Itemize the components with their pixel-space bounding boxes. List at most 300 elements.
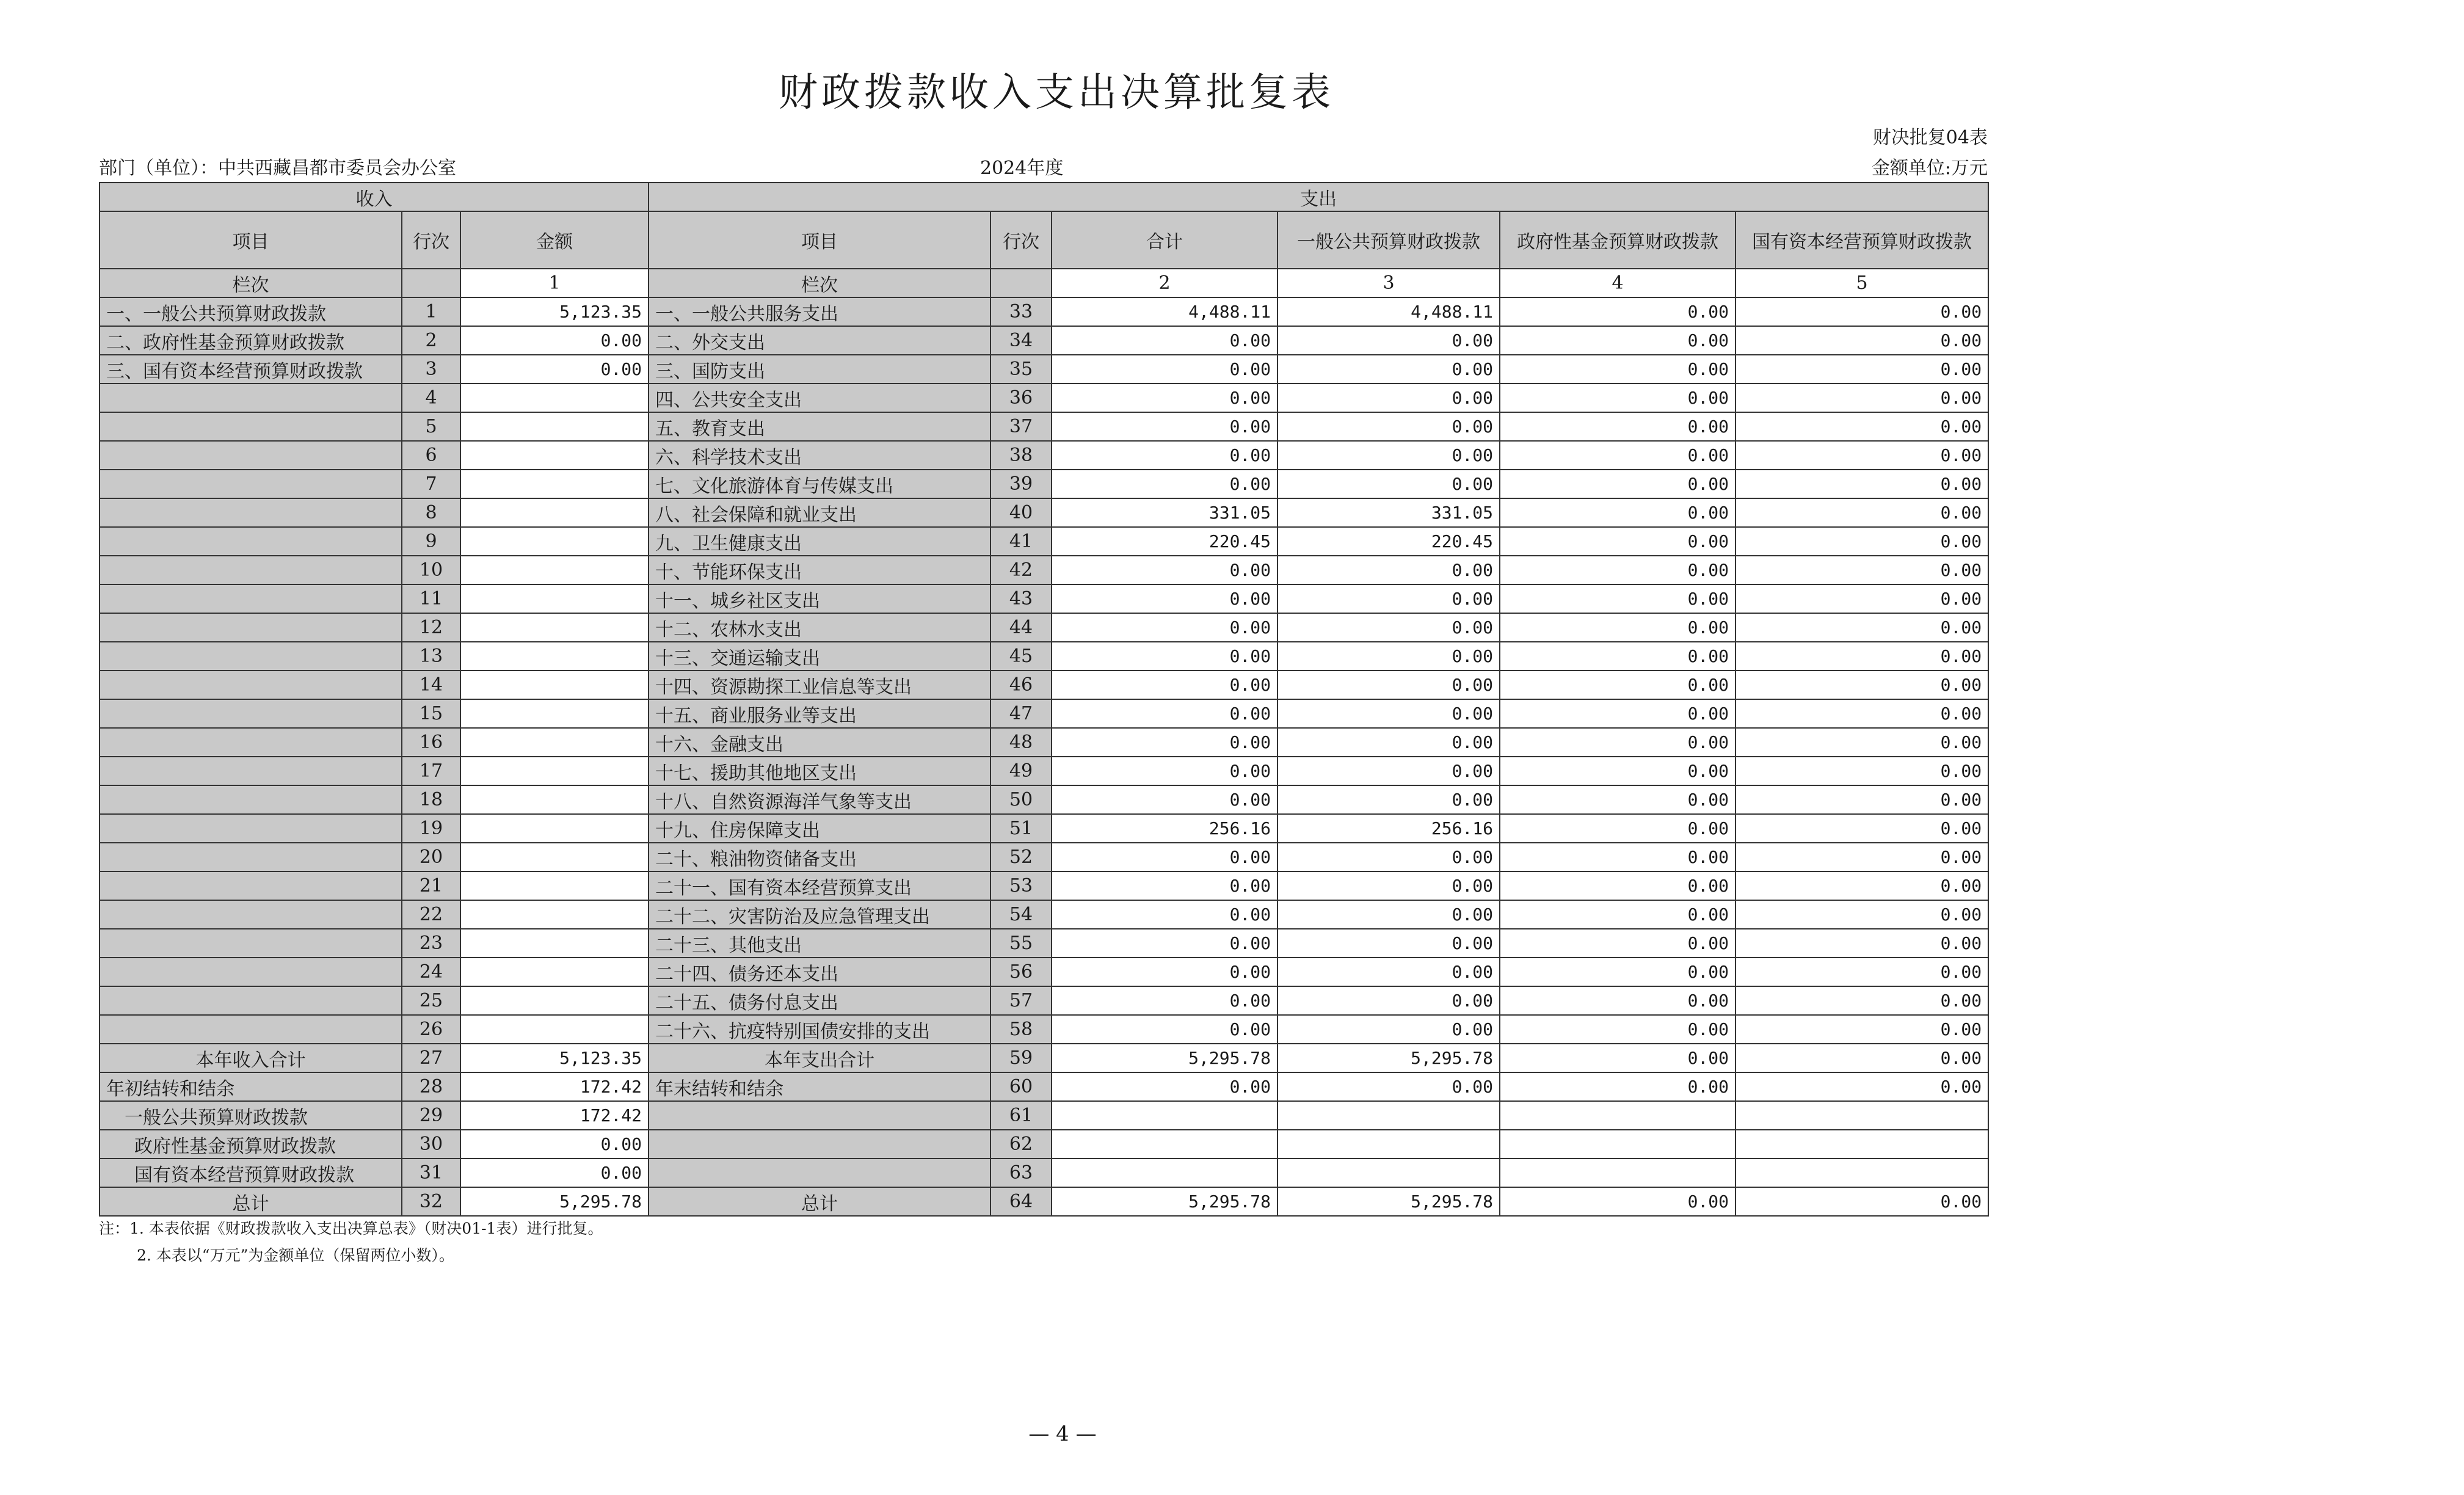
expense-state: 0.00 xyxy=(1735,843,1988,871)
expense-line: 37 xyxy=(990,412,1052,441)
expense-fund: 0.00 xyxy=(1500,929,1735,958)
col-number-5: 5 xyxy=(1735,269,1988,297)
expense-item: 九、卫生健康支出 xyxy=(649,527,990,556)
income-line: 13 xyxy=(402,642,460,671)
expense-item: 二十四、债务还本支出 xyxy=(649,958,990,986)
expense-line-header: 行次 xyxy=(990,211,1052,269)
expense-state: 0.00 xyxy=(1735,1044,1988,1072)
expense-total: 0.00 xyxy=(1052,785,1277,814)
income-line: 22 xyxy=(402,900,460,929)
expense-line: 41 xyxy=(990,527,1052,556)
table-row xyxy=(100,297,1988,326)
expense-fund: 0.00 xyxy=(1500,843,1735,871)
income-item xyxy=(100,642,402,671)
expense-total: 0.00 xyxy=(1052,613,1277,642)
page-title: 财政拨款收入支出决算批复表 xyxy=(779,70,1334,115)
income-line: 12 xyxy=(402,613,460,642)
expense-state: 0.00 xyxy=(1735,986,1988,1015)
expense-line: 42 xyxy=(990,556,1052,584)
income-item: 一般公共预算财政拨款 xyxy=(100,1101,402,1130)
expense-fund: 0.00 xyxy=(1500,1015,1735,1044)
amount-unit: 金额单位:万元 xyxy=(1871,158,1988,179)
income-item xyxy=(100,384,402,412)
income-amount xyxy=(460,699,649,728)
expense-general: 0.00 xyxy=(1277,384,1500,412)
expense-total: 0.00 xyxy=(1052,642,1277,671)
income-amount: 172.42 xyxy=(460,1101,649,1130)
table-row xyxy=(100,470,1988,498)
expense-state: 0.00 xyxy=(1735,871,1988,900)
income-amount xyxy=(460,556,649,584)
form-number: 财决批复04表 xyxy=(1872,127,1988,148)
expense-item: 三、国防支出 xyxy=(649,355,990,384)
income-line: 6 xyxy=(402,441,460,470)
table-row xyxy=(100,929,1988,958)
table-row xyxy=(100,556,1988,584)
income-item xyxy=(100,527,402,556)
expense-item: 二十一、国有资本经营预算支出 xyxy=(649,871,990,900)
expense-total xyxy=(1052,1159,1277,1187)
expense-line: 49 xyxy=(990,757,1052,785)
expense-state: 0.00 xyxy=(1735,384,1988,412)
income-amount-header: 金额 xyxy=(460,211,649,269)
expense-fund: 0.00 xyxy=(1500,958,1735,986)
expense-general: 0.00 xyxy=(1277,642,1500,671)
expense-line: 63 xyxy=(990,1159,1052,1187)
income-line: 29 xyxy=(402,1101,460,1130)
income-line: 21 xyxy=(402,871,460,900)
income-line: 30 xyxy=(402,1130,460,1159)
income-item xyxy=(100,900,402,929)
expense-line: 57 xyxy=(990,986,1052,1015)
income-item xyxy=(100,1015,402,1044)
expense-general: 0.00 xyxy=(1277,441,1500,470)
expense-item: 十六、金融支出 xyxy=(649,728,990,757)
expense-line: 56 xyxy=(990,958,1052,986)
income-item xyxy=(100,613,402,642)
table-row xyxy=(100,757,1988,785)
expense-state: 0.00 xyxy=(1735,757,1988,785)
expense-item: 十五、商业服务业等支出 xyxy=(649,699,990,728)
expense-fund: 0.00 xyxy=(1500,412,1735,441)
expense-general: 0.00 xyxy=(1277,871,1500,900)
income-line: 4 xyxy=(402,384,460,412)
income-item xyxy=(100,757,402,785)
income-line: 7 xyxy=(402,470,460,498)
income-line: 24 xyxy=(402,958,460,986)
income-amount: 172.42 xyxy=(460,1072,649,1101)
expense-line: 54 xyxy=(990,900,1052,929)
income-amount xyxy=(460,929,649,958)
expense-line: 43 xyxy=(990,584,1052,613)
expense-item: 十九、住房保障支出 xyxy=(649,814,990,843)
expense-fund: 0.00 xyxy=(1500,986,1735,1015)
expense-line: 60 xyxy=(990,1072,1052,1101)
expense-item xyxy=(649,1159,990,1187)
expense-item: 七、文化旅游体育与传媒支出 xyxy=(649,470,990,498)
income-item xyxy=(100,929,402,958)
expense-state: 0.00 xyxy=(1735,297,1988,326)
note-1: 注：1. 本表依据《财政拨款收入支出决算总表》（财决01-1表）进行批复。 xyxy=(99,1220,603,1237)
income-amount xyxy=(460,785,649,814)
expense-general xyxy=(1277,1101,1500,1130)
table-row xyxy=(100,900,1988,929)
income-amount xyxy=(460,757,649,785)
expense-state: 0.00 xyxy=(1735,785,1988,814)
expense-general: 0.00 xyxy=(1277,757,1500,785)
expense-state xyxy=(1735,1159,1988,1187)
income-item xyxy=(100,498,402,527)
expense-item: 一、一般公共服务支出 xyxy=(649,297,990,326)
expense-fund: 0.00 xyxy=(1500,900,1735,929)
income-line: 15 xyxy=(402,699,460,728)
expense-item-header: 项目 xyxy=(649,211,990,269)
expense-line: 61 xyxy=(990,1101,1052,1130)
expense-state: 0.00 xyxy=(1735,671,1988,699)
expense-fund: 0.00 xyxy=(1500,384,1735,412)
expense-line: 55 xyxy=(990,929,1052,958)
table-row xyxy=(100,1159,1988,1187)
expense-state: 0.00 xyxy=(1735,498,1988,527)
income-amount: 0.00 xyxy=(460,1130,649,1159)
expense-total xyxy=(1052,1101,1277,1130)
income-amount xyxy=(460,958,649,986)
expense-fund: 0.00 xyxy=(1500,814,1735,843)
income-line: 10 xyxy=(402,556,460,584)
expense-total: 0.00 xyxy=(1052,441,1277,470)
income-line: 23 xyxy=(402,929,460,958)
expense-total: 0.00 xyxy=(1052,470,1277,498)
expense-line: 44 xyxy=(990,613,1052,642)
expense-general: 5,295.78 xyxy=(1277,1044,1500,1072)
expense-item xyxy=(649,1101,990,1130)
table-row xyxy=(100,642,1988,671)
column-number-row xyxy=(100,269,1988,297)
col-blank xyxy=(990,269,1052,297)
expense-item: 二、外交支出 xyxy=(649,326,990,355)
expense-total xyxy=(1052,1130,1277,1159)
expense-state: 0.00 xyxy=(1735,728,1988,757)
expense-item: 二十二、灾害防治及应急管理支出 xyxy=(649,900,990,929)
income-item xyxy=(100,785,402,814)
expense-line: 35 xyxy=(990,355,1052,384)
expense-general: 0.00 xyxy=(1277,929,1500,958)
expense-general: 0.00 xyxy=(1277,986,1500,1015)
department-label: 部门（单位）：中共西藏昌都市委员会办公室 xyxy=(99,158,456,179)
expense-state: 0.00 xyxy=(1735,470,1988,498)
income-amount xyxy=(460,412,649,441)
col-blank xyxy=(402,269,460,297)
col-number-4: 4 xyxy=(1500,269,1735,297)
expense-item: 十三、交通运输支出 xyxy=(649,642,990,671)
expense-state: 0.00 xyxy=(1735,1187,1988,1216)
income-item: 年初结转和结余 xyxy=(100,1072,402,1101)
income-amount xyxy=(460,900,649,929)
expense-fund: 0.00 xyxy=(1500,470,1735,498)
expense-line: 62 xyxy=(990,1130,1052,1159)
fund-budget-header: 政府性基金预算财政拨款 xyxy=(1500,211,1735,269)
expense-line: 33 xyxy=(990,297,1052,326)
income-amount xyxy=(460,728,649,757)
expense-line: 34 xyxy=(990,326,1052,355)
expense-state: 0.00 xyxy=(1735,613,1988,642)
header-row-columns xyxy=(100,211,1988,269)
expense-total: 5,295.78 xyxy=(1052,1187,1277,1216)
table-row xyxy=(100,699,1988,728)
expense-state: 0.00 xyxy=(1735,326,1988,355)
income-amount xyxy=(460,1015,649,1044)
income-amount xyxy=(460,384,649,412)
expense-line: 39 xyxy=(990,470,1052,498)
table-row xyxy=(100,986,1988,1015)
expense-state xyxy=(1735,1101,1988,1130)
expense-item: 二十三、其他支出 xyxy=(649,929,990,958)
expense-item: 四、公共安全支出 xyxy=(649,384,990,412)
income-item xyxy=(100,814,402,843)
expense-state: 0.00 xyxy=(1735,900,1988,929)
expense-state: 0.00 xyxy=(1735,527,1988,556)
expense-general: 0.00 xyxy=(1277,900,1500,929)
expense-general: 0.00 xyxy=(1277,843,1500,871)
state-capital-header: 国有资本经营预算财政拨款 xyxy=(1735,211,1988,269)
page-number: — 4 — xyxy=(1028,1422,1097,1446)
income-line: 14 xyxy=(402,671,460,699)
table-row xyxy=(100,498,1988,527)
expense-item: 二十、粮油物资储备支出 xyxy=(649,843,990,871)
income-line: 18 xyxy=(402,785,460,814)
income-amount xyxy=(460,843,649,871)
table-row xyxy=(100,441,1988,470)
table-row xyxy=(100,814,1988,843)
table-row xyxy=(100,1130,1988,1159)
expense-total: 331.05 xyxy=(1052,498,1277,527)
income-amount: 5,123.35 xyxy=(460,1044,649,1072)
notes xyxy=(99,1215,603,1269)
expense-total: 0.00 xyxy=(1052,728,1277,757)
income-line-header: 行次 xyxy=(402,211,460,269)
expense-fund xyxy=(1500,1159,1735,1187)
expense-fund: 0.00 xyxy=(1500,355,1735,384)
income-line: 3 xyxy=(402,355,460,384)
income-line: 16 xyxy=(402,728,460,757)
table-row xyxy=(100,871,1988,900)
income-line: 19 xyxy=(402,814,460,843)
expense-total: 0.00 xyxy=(1052,929,1277,958)
expense-line: 38 xyxy=(990,441,1052,470)
expense-state: 0.00 xyxy=(1735,441,1988,470)
expense-item: 六、科学技术支出 xyxy=(649,441,990,470)
expense-fund: 0.00 xyxy=(1500,297,1735,326)
expense-item: 八、社会保障和就业支出 xyxy=(649,498,990,527)
income-amount xyxy=(460,584,649,613)
expense-general xyxy=(1277,1159,1500,1187)
table-row xyxy=(100,584,1988,613)
income-line: 27 xyxy=(402,1044,460,1072)
income-amount: 0.00 xyxy=(460,326,649,355)
expense-general xyxy=(1277,1130,1500,1159)
expense-fund xyxy=(1500,1101,1735,1130)
expense-line: 40 xyxy=(990,498,1052,527)
income-amount xyxy=(460,613,649,642)
expense-fund: 0.00 xyxy=(1500,1187,1735,1216)
expense-general: 0.00 xyxy=(1277,470,1500,498)
expense-line: 58 xyxy=(990,1015,1052,1044)
income-item xyxy=(100,470,402,498)
income-item xyxy=(100,843,402,871)
income-line: 2 xyxy=(402,326,460,355)
expense-total: 0.00 xyxy=(1052,900,1277,929)
income-line: 17 xyxy=(402,757,460,785)
col-label: 栏次 xyxy=(100,269,402,297)
expense-fund: 0.00 xyxy=(1500,699,1735,728)
expense-item: 二十五、债务付息支出 xyxy=(649,986,990,1015)
expense-total: 4,488.11 xyxy=(1052,297,1277,326)
expense-fund: 0.00 xyxy=(1500,498,1735,527)
expense-general: 331.05 xyxy=(1277,498,1500,527)
expense-total: 0.00 xyxy=(1052,958,1277,986)
expense-state: 0.00 xyxy=(1735,1072,1988,1101)
expense-total: 0.00 xyxy=(1052,699,1277,728)
expense-total: 0.00 xyxy=(1052,1015,1277,1044)
income-item: 总计 xyxy=(100,1187,402,1216)
expense-line: 53 xyxy=(990,871,1052,900)
income-amount xyxy=(460,642,649,671)
income-item xyxy=(100,584,402,613)
expense-total: 0.00 xyxy=(1052,843,1277,871)
income-line: 26 xyxy=(402,1015,460,1044)
expense-line: 51 xyxy=(990,814,1052,843)
expense-general: 0.00 xyxy=(1277,355,1500,384)
income-line: 28 xyxy=(402,1072,460,1101)
expense-fund: 0.00 xyxy=(1500,671,1735,699)
expense-fund: 0.00 xyxy=(1500,1044,1735,1072)
expense-state: 0.00 xyxy=(1735,929,1988,958)
income-item-header: 项目 xyxy=(100,211,402,269)
general-budget-header: 一般公共预算财政拨款 xyxy=(1277,211,1500,269)
table-row xyxy=(100,671,1988,699)
expense-fund: 0.00 xyxy=(1500,613,1735,642)
table-row xyxy=(100,1101,1988,1130)
expense-header: 支出 xyxy=(649,183,1988,211)
expense-state: 0.00 xyxy=(1735,355,1988,384)
income-line: 9 xyxy=(402,527,460,556)
expense-state: 0.00 xyxy=(1735,642,1988,671)
income-amount: 0.00 xyxy=(460,1159,649,1187)
income-item: 国有资本经营预算财政拨款 xyxy=(100,1159,402,1187)
income-amount xyxy=(460,527,649,556)
income-amount: 0.00 xyxy=(460,355,649,384)
income-amount xyxy=(460,814,649,843)
meta-row xyxy=(99,153,1988,180)
expense-fund: 0.00 xyxy=(1500,584,1735,613)
table-row xyxy=(100,326,1988,355)
expense-fund: 0.00 xyxy=(1500,527,1735,556)
expense-line: 52 xyxy=(990,843,1052,871)
expense-total: 0.00 xyxy=(1052,584,1277,613)
expense-general: 0.00 xyxy=(1277,1015,1500,1044)
expense-line: 46 xyxy=(990,671,1052,699)
table-row xyxy=(100,1015,1988,1044)
expense-item: 十七、援助其他地区支出 xyxy=(649,757,990,785)
expense-general: 0.00 xyxy=(1277,958,1500,986)
expense-item: 总计 xyxy=(649,1187,990,1216)
income-line: 1 xyxy=(402,297,460,326)
note-2: 2. 本表以“万元”为金额单位（保留两位小数）。 xyxy=(137,1246,454,1264)
income-line: 11 xyxy=(402,584,460,613)
fiscal-year: 2024年度 xyxy=(980,158,1064,179)
income-amount xyxy=(460,671,649,699)
table-row xyxy=(100,412,1988,441)
expense-item: 十八、自然资源海洋气象等支出 xyxy=(649,785,990,814)
col-number-2: 2 xyxy=(1052,269,1277,297)
expense-fund: 0.00 xyxy=(1500,556,1735,584)
budget-table xyxy=(99,182,1989,1217)
income-line: 32 xyxy=(402,1187,460,1216)
table-row xyxy=(100,384,1988,412)
expense-state xyxy=(1735,1130,1988,1159)
expense-general: 0.00 xyxy=(1277,671,1500,699)
income-item xyxy=(100,699,402,728)
income-item: 政府性基金预算财政拨款 xyxy=(100,1130,402,1159)
income-item: 一、一般公共预算财政拨款 xyxy=(100,297,402,326)
income-item xyxy=(100,871,402,900)
expense-fund xyxy=(1500,1130,1735,1159)
expense-general: 0.00 xyxy=(1277,699,1500,728)
income-line: 5 xyxy=(402,412,460,441)
expense-total: 220.45 xyxy=(1052,527,1277,556)
table-row xyxy=(100,1072,1988,1101)
expense-item: 十四、资源勘探工业信息等支出 xyxy=(649,671,990,699)
expense-item xyxy=(649,1130,990,1159)
expense-total: 0.00 xyxy=(1052,757,1277,785)
header-row-section xyxy=(100,183,1988,211)
table-row xyxy=(100,958,1988,986)
income-amount xyxy=(460,498,649,527)
expense-fund: 0.00 xyxy=(1500,642,1735,671)
income-line: 31 xyxy=(402,1159,460,1187)
expense-general: 5,295.78 xyxy=(1277,1187,1500,1216)
expense-state: 0.00 xyxy=(1735,556,1988,584)
table-row xyxy=(100,527,1988,556)
expense-fund: 0.00 xyxy=(1500,757,1735,785)
expense-total: 5,295.78 xyxy=(1052,1044,1277,1072)
expense-total: 256.16 xyxy=(1052,814,1277,843)
expense-state: 0.00 xyxy=(1735,958,1988,986)
expense-total: 0.00 xyxy=(1052,326,1277,355)
expense-total: 0.00 xyxy=(1052,412,1277,441)
expense-item: 二十六、抗疫特别国债安排的支出 xyxy=(649,1015,990,1044)
expense-item: 十二、农林水支出 xyxy=(649,613,990,642)
income-item xyxy=(100,412,402,441)
expense-line: 64 xyxy=(990,1187,1052,1216)
expense-general: 0.00 xyxy=(1277,556,1500,584)
expense-general: 0.00 xyxy=(1277,1072,1500,1101)
expense-general: 4,488.11 xyxy=(1277,297,1500,326)
expense-line: 47 xyxy=(990,699,1052,728)
income-amount: 5,295.78 xyxy=(460,1187,649,1216)
expense-item: 年末结转和结余 xyxy=(649,1072,990,1101)
expense-item: 十、节能环保支出 xyxy=(649,556,990,584)
expense-general: 0.00 xyxy=(1277,728,1500,757)
table-row xyxy=(100,785,1988,814)
expense-item: 五、教育支出 xyxy=(649,412,990,441)
expense-fund: 0.00 xyxy=(1500,1072,1735,1101)
table-row xyxy=(100,1044,1988,1072)
table-row xyxy=(100,728,1988,757)
income-line: 20 xyxy=(402,843,460,871)
income-line: 8 xyxy=(402,498,460,527)
income-item xyxy=(100,958,402,986)
